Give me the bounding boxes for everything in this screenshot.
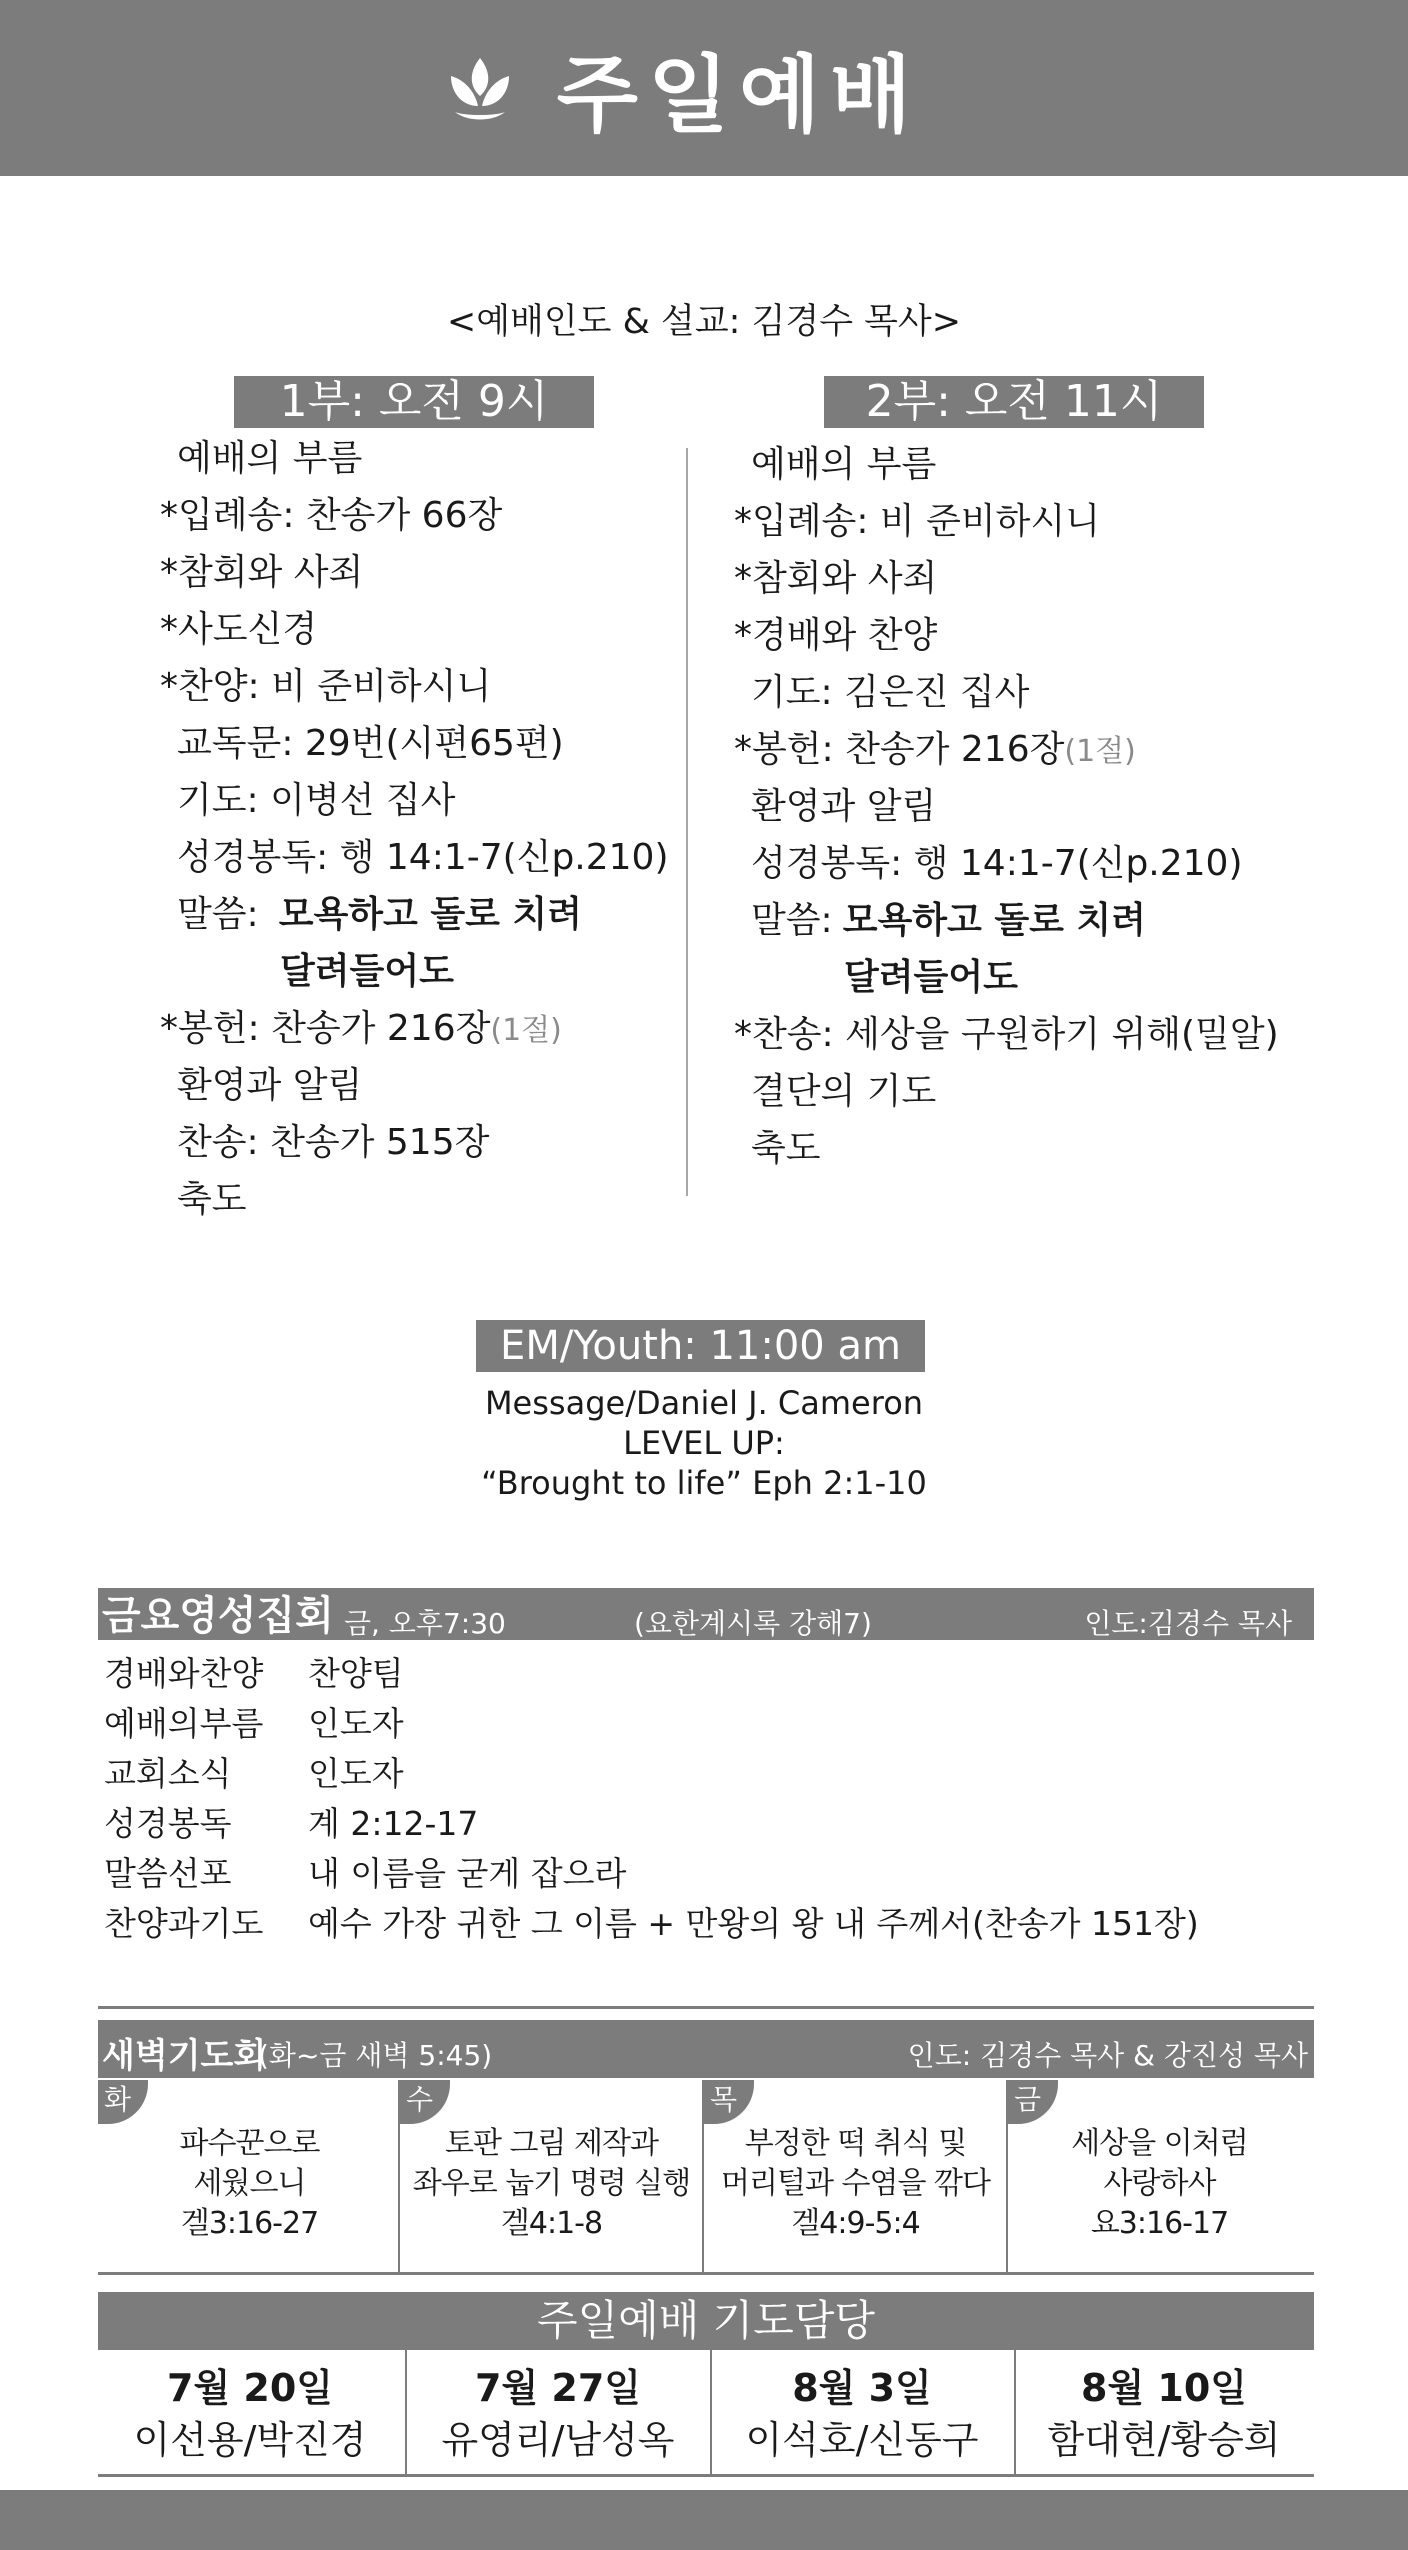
order-item: *사도신경 (160, 609, 318, 650)
worship-leader-line: <예배인도 & 설교: 김경수 목사> (446, 302, 962, 342)
order-item: 축도 (177, 1179, 247, 1220)
em-sermon: “Brought to life” Eph 2:1-10 (481, 1464, 927, 1502)
em-youth-label: EM/Youth: 11:00 am (476, 1320, 925, 1372)
duty-cell (710, 2352, 1014, 2466)
footer-bar (0, 2490, 1408, 2550)
em-message: Message/Daniel J. Cameron (484, 1384, 924, 1422)
dawn-leader: 인도: 김경수 목사 & 강진성 목사 (907, 2039, 1308, 2072)
friday-row: 찬양과기도 예수 가장 귀한 그 이름 + 만왕의 왕 내 주께서(찬송가 151장) (104, 1904, 1199, 1943)
friday-title: 금요영성집회 (102, 1593, 334, 1639)
sermon-title: 모욕하고 돌로 치려 (278, 894, 582, 935)
friday-row: 예배의부름 인도자 (104, 1704, 404, 1743)
duty-date: 8월 10일 (1081, 2366, 1247, 2410)
duty-cell (1012, 2352, 1316, 2466)
duty-names: 이석호/신동구 (745, 2418, 979, 2462)
divider-line (98, 2272, 1314, 2275)
day-text: 파수꾼으로 세웠으니 겔3:16-27 (179, 2126, 320, 2241)
duty-cell (98, 2352, 402, 2466)
duty-date: 8월 3일 (792, 2366, 932, 2410)
order-item: *찬양: 비 준비하시니 (160, 666, 492, 707)
dawn-day (704, 2080, 1007, 2272)
order-item: *참회와 사죄 (160, 552, 364, 593)
friday-row: 경배와찬양 찬양팀 (104, 1654, 404, 1693)
dawn-title: 새벽기도회 (102, 2036, 267, 2076)
order-item: 예배의 부름 (177, 438, 363, 479)
day-text: 부정한 떡 취식 및 머리털과 수염을 깎다 겔4:9-5:4 (721, 2126, 990, 2241)
day-tab: 금 (1008, 2080, 1058, 2124)
order-item: 환영과 알림 (751, 786, 937, 827)
friday-text: (요한계시록 강해7) (634, 1607, 872, 1640)
friday-leader: 인도:김경수 목사 (1084, 1607, 1292, 1640)
order-item: 예배의 부름 (751, 444, 937, 485)
header (0, 0, 1408, 176)
dawn-day (1008, 2080, 1311, 2272)
order-item: *봉헌: 찬송가 216장(1절) (734, 729, 1136, 770)
column-divider (686, 448, 688, 1196)
friday-row: 성경봉독 계 2:12-17 (104, 1804, 479, 1843)
order-item: 찬송: 찬송가 515장 (177, 1122, 490, 1163)
duty-names: 이선용/박진경 (133, 2418, 367, 2462)
order-item: 환영과 알림 (177, 1065, 363, 1106)
dawn-day (98, 2080, 401, 2272)
order-item: *참회와 사죄 (734, 558, 938, 599)
service1-order (160, 430, 680, 1228)
day-tab: 목 (704, 2080, 754, 2124)
friday-time: 금, 오후7:30 (344, 1607, 506, 1640)
sermon-title-cont: 달려들어도 (844, 957, 1018, 998)
order-item: *입례송: 찬송가 66장 (160, 495, 503, 536)
duty-date: 7월 27일 (475, 2366, 641, 2410)
order-item: *입례송: 비 준비하시니 (734, 501, 1100, 542)
order-item: 성경봉독: 행 14:1-7(신p.210) (177, 837, 669, 878)
order-item: *경배와 찬양 (734, 615, 938, 656)
friday-row: 말씀선포 내 이름을 굳게 잡으라 (104, 1854, 627, 1893)
order-item: 교독문: 29번(시편65편) (177, 723, 564, 764)
divider-line (98, 2474, 1314, 2477)
friday-bar (98, 1588, 1314, 1640)
duty-names: 유영리/남성옥 (441, 2418, 675, 2462)
friday-row: 교회소식 인도자 (104, 1754, 404, 1793)
service2-order (734, 436, 1294, 1177)
page-title: 주일예배 (556, 45, 922, 144)
service2-label: 2부: 오전 11시 (824, 376, 1204, 428)
order-item: 성경봉독: 행 14:1-7(신p.210) (751, 843, 1243, 884)
lotus-icon (445, 50, 515, 130)
order-item: 기도: 이병선 집사 (177, 780, 456, 821)
em-series: LEVEL UP: (623, 1424, 785, 1462)
dawn-time: (화~금 새벽 5:45) (258, 2039, 493, 2072)
duty-date: 7월 20일 (167, 2366, 333, 2410)
divider-line (98, 2006, 1314, 2009)
service1-label: 1부: 오전 9시 (234, 376, 594, 428)
duty-cell (406, 2352, 710, 2466)
sermon-title: 모욕하고 돌로 치려 (842, 900, 1146, 941)
day-tab: 화 (98, 2080, 148, 2124)
day-tab: 수 (400, 2080, 450, 2124)
dawn-day (400, 2080, 703, 2272)
dawn-bar (98, 2020, 1314, 2078)
sermon-item: 말씀: 모욕하고 돌로 치려 (177, 894, 582, 935)
order-item: *찬송: 세상을 구원하기 위해(밀알) (734, 1014, 1279, 1055)
duty-names: 함대현/황승희 (1047, 2418, 1281, 2462)
day-text: 토판 그림 제작과 좌우로 눕기 명령 실행 겔4:1-8 (412, 2126, 691, 2241)
day-text: 세상을 이처럼 사랑하사 요3:16-17 (1071, 2126, 1248, 2241)
sermon-title-cont: 달려들어도 (280, 951, 454, 992)
order-item: *봉헌: 찬송가 216장(1절) (160, 1008, 562, 1049)
duty-title: 주일예배 기도담당 (98, 2292, 1314, 2350)
order-item: 결단의 기도 (751, 1071, 937, 1112)
order-item: 기도: 김은진 집사 (751, 672, 1030, 713)
order-item: 축도 (751, 1128, 821, 1169)
sermon-item: 말씀: 모욕하고 돌로 치려 (751, 900, 1146, 941)
